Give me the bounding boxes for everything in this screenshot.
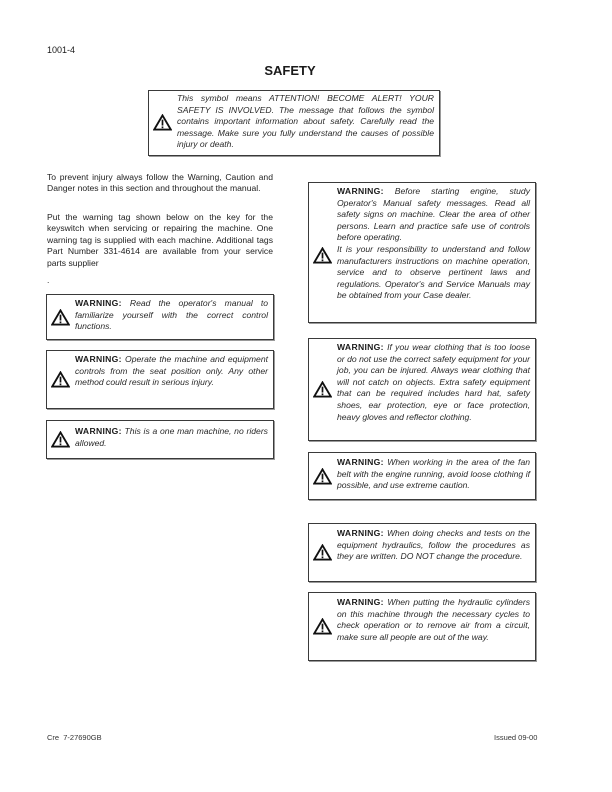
warning-text-responsibility: It is your responsibility to understand and follow manufacturers instructions on machine operation, service and to observe pertinent laws and regulations. Operator's and Service Manuals may be obtained from your Case dealer. xyxy=(337,243,530,301)
intro-text: This symbol means ATTENTION! BECOME ALERT! YOUR SAFETY IS INVOLVED. The message that follows the symbol contains important information about safety. Carefully read the message. Make sure you fully understand the causes of possible injury or death. xyxy=(177,93,434,150)
warning-triangle-icon xyxy=(313,381,332,398)
warning-triangle-icon xyxy=(313,247,332,264)
warning-triangle-icon xyxy=(51,431,70,448)
warning-text: Read the operator's manual to familiarize yourself with the correct control functions. xyxy=(75,298,269,332)
warning-text: When working in the area of the fan belt with the engine running, avoid loose clothing if possible, and use extreme caution. xyxy=(337,457,530,491)
warning-text: Operate the machine and equipment controls from the seat position only. Any other method could result in serious injury. xyxy=(75,354,268,388)
warning-label: WARNING: xyxy=(337,186,384,196)
warning-triangle-icon xyxy=(313,618,332,635)
warning-triangle-icon xyxy=(313,544,332,561)
intro-paragraph-2: Put the warning tag shown below on the key for the keyswitch when servicing or repairing the machine. One warning tag is supplied with each machine. Additional tags Part Number 331-4614 are available from your service parts supplier xyxy=(47,212,273,268)
warning-text: Before starting engine, study Operator's Manual safety messages. Read all safety signs on machine. Clear the area of other persons. Learn and practice safe use of controls before operating. xyxy=(337,186,530,243)
intro-safety-box xyxy=(148,90,440,156)
intro-paragraph-3: . xyxy=(47,275,50,285)
warning-label: WARNING: xyxy=(337,597,384,607)
warning-text: When putting the hydraulic cylinders on this machine through the necessary cycles to check operation or to remove air from a circuit, make sure all people are out of the way. xyxy=(337,597,530,642)
warning-label: WARNING: xyxy=(337,528,384,538)
warning-label: WARNING: xyxy=(337,342,384,352)
warning-box-operator-manual xyxy=(46,294,274,340)
page-number: 1001-4 xyxy=(47,45,76,55)
warning-triangle-icon xyxy=(51,371,70,388)
warning-label: WARNING: xyxy=(75,298,122,308)
warning-text: This is a one man machine, no riders allowed. xyxy=(75,426,268,448)
warning-box-clothing xyxy=(308,338,536,441)
warning-triangle-icon xyxy=(51,309,70,326)
warning-triangle-icon xyxy=(313,468,332,485)
warning-box-one-man xyxy=(46,420,274,459)
intro-paragraph-1: To prevent injury always follow the Warning, Caution and Danger notes in this section and throughout the manual. xyxy=(47,172,273,194)
warning-label: WARNING: xyxy=(337,457,384,467)
warning-label: WARNING: xyxy=(75,426,122,436)
warning-box-hydraulics-tests xyxy=(308,523,536,582)
warning-triangle-icon xyxy=(153,114,172,131)
warning-box-fan-belt xyxy=(308,452,536,500)
warning-text: When doing checks and tests on the equipment hydraulics, follow the procedures as they are written. DO NOT change the procedure. xyxy=(337,528,530,562)
footer-doc-code: Cre 7-27690GB xyxy=(47,733,102,742)
footer-issued: Issued 09-00 xyxy=(494,733,538,742)
warning-box-seat-position xyxy=(46,350,274,409)
warning-box-before-starting xyxy=(308,182,536,323)
page-title: SAFETY xyxy=(264,63,316,78)
warning-box-hydraulic-cylinders xyxy=(308,592,536,661)
warning-label: WARNING: xyxy=(75,354,122,364)
warning-text: If you wear clothing that is too loose or do not use the correct safety equipment for your job, you can be injured. Always wear clothing that will not catch on objects. Extra safety equipment that can be required includes hard hat, safety shoes, ear protection, eye or face protection, heavy gloves and reflector clothing. xyxy=(337,342,531,422)
